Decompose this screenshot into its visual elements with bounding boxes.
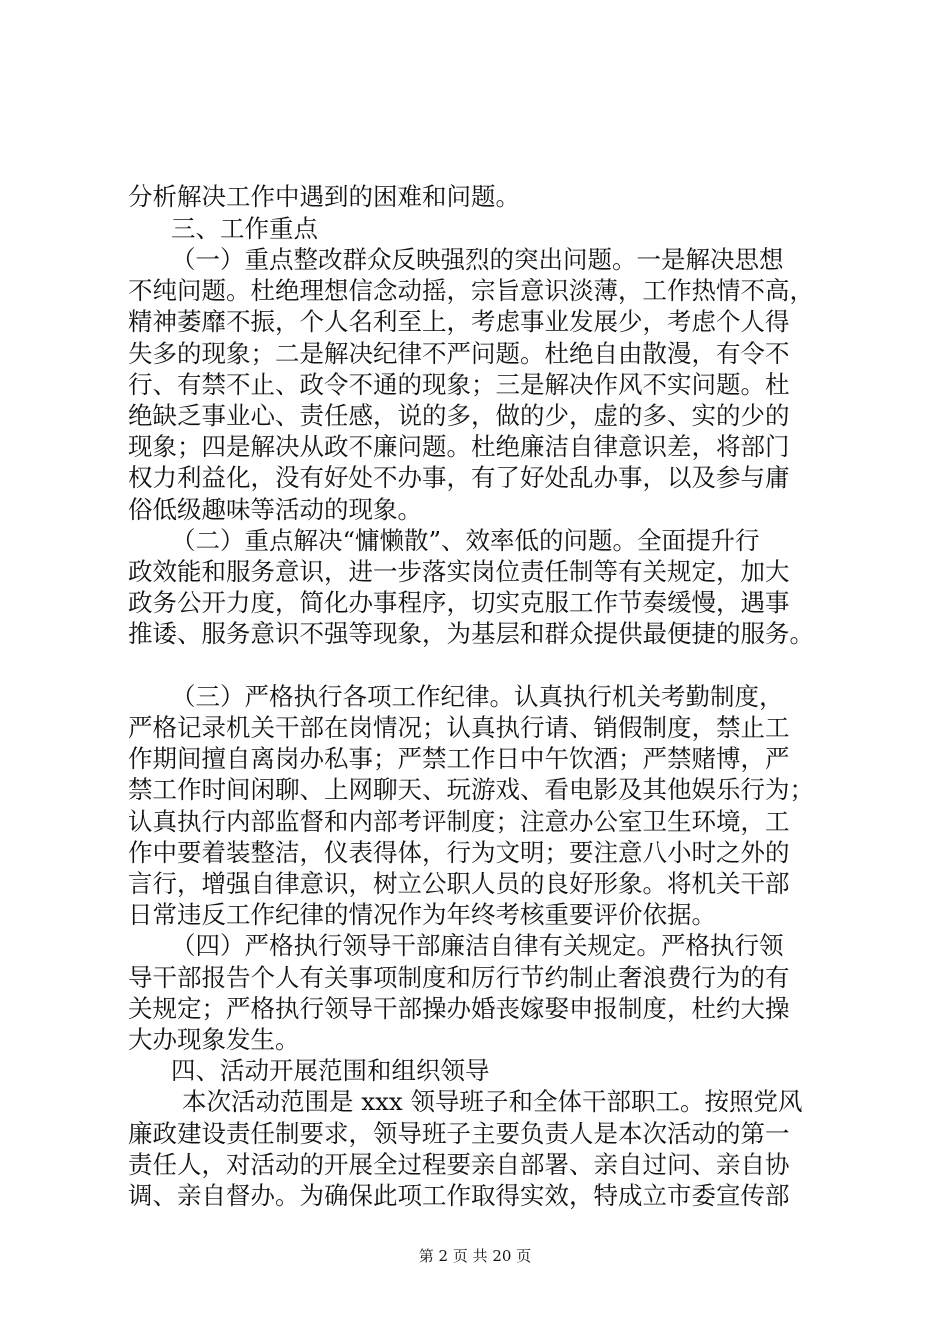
text-line: 导干部报告个人有关事项制度和厉行节约制止奢浪费行为的有 — [128, 963, 790, 992]
text-line: 推诿、服务意识不强等现象，为基层和群众提供最便捷的服务。 — [128, 619, 814, 648]
text-line: 俗低级趣味等活动的现象。 — [128, 495, 422, 524]
text-line: （四）严格执行领导干部廉洁自律有关规定。严格执行领 — [171, 931, 784, 960]
text-line: 作中要着装整洁，仪表得体，行为文明；要注意八小时之外的 — [128, 838, 790, 867]
text-line: 言行，增强自律意识，树立公职人员的良好形象。将机关干部 — [128, 869, 790, 898]
text-line: （二）重点解决“慵懒散”、效率低的问题。全面提升行 — [171, 526, 760, 555]
text-line: 政务公开力度，简化办事程序，切实克服工作节奏缓慢，遇事 — [128, 588, 790, 617]
text-line: 精神萎靡不振，个人名利至上，考虑事业发展少，考虑个人得 — [128, 307, 790, 336]
text-line: 政效能和服务意识，进一步落实岗位责任制等有关规定，加大 — [128, 557, 790, 586]
section-heading: 四、活动开展范围和组织领导 — [171, 1056, 490, 1085]
text-line: 行、有禁不止、政令不通的现象；三是解决作风不实问题。杜 — [128, 370, 790, 399]
text-line: 责任人，对活动的开展全过程要亲自部署、亲自过问、亲自协 — [128, 1150, 790, 1179]
text-line: 权力利益化，没有好处不办事，有了好处乱办事，以及参与庸 — [128, 463, 790, 492]
text-line: 分析解决工作中遇到的困难和问题。 — [128, 182, 520, 211]
text-line: 不纯问题。杜绝理想信念动摇，宗旨意识淡薄，工作热情不高， — [128, 276, 814, 305]
text-line: 日常违反工作纪律的情况作为年终考核重要评价依据。 — [128, 900, 716, 929]
text-line: 认真执行内部监督和内部考评制度；注意办公室卫生环境，工 — [128, 807, 790, 836]
text-line: 现象；四是解决从政不廉问题。杜绝廉洁自律意识差，将部门 — [128, 432, 790, 461]
text-line: 调、亲自督办。为确保此项工作取得实效，特成立市委宣传部 — [128, 1181, 790, 1210]
text-line: 关规定；严格执行领导干部操办婚丧嫁娶申报制度，杜约大操 — [128, 994, 790, 1023]
text-line: 大办现象发生。 — [128, 1025, 300, 1054]
text-line: 作期间擅自离岗办私事；严禁工作日中午饮酒；严禁赌博，严 — [128, 744, 790, 773]
text-line: 严格记录机关干部在岗情况；认真执行请、销假制度，禁止工 — [128, 713, 790, 742]
text-line: 绝缺乏事业心、责任感，说的多，做的少，虚的多、实的少的 — [128, 401, 790, 430]
text-line: 本次活动范围是 xxx 领导班子和全体干部职工。按照党风 — [182, 1087, 803, 1116]
text-line: 禁工作时间闲聊、上网聊天、玩游戏、看电影及其他娱乐行为； — [128, 775, 814, 804]
page-number-footer: 第 2 页 共 20 页 — [418, 1247, 532, 1265]
text-line: 失多的现象；二是解决纪律不严问题。杜绝自由散漫，有令不 — [128, 339, 790, 368]
text-line: （一）重点整改群众反映强烈的突出问题。一是解决思想 — [171, 245, 784, 274]
section-heading: 三、工作重点 — [171, 214, 318, 243]
text-line: （三）严格执行各项工作纪律。认真执行机关考勤制度， — [171, 682, 784, 711]
text-line: 廉政建设责任制要求，领导班子主要负责人是本次活动的第一 — [128, 1119, 790, 1148]
